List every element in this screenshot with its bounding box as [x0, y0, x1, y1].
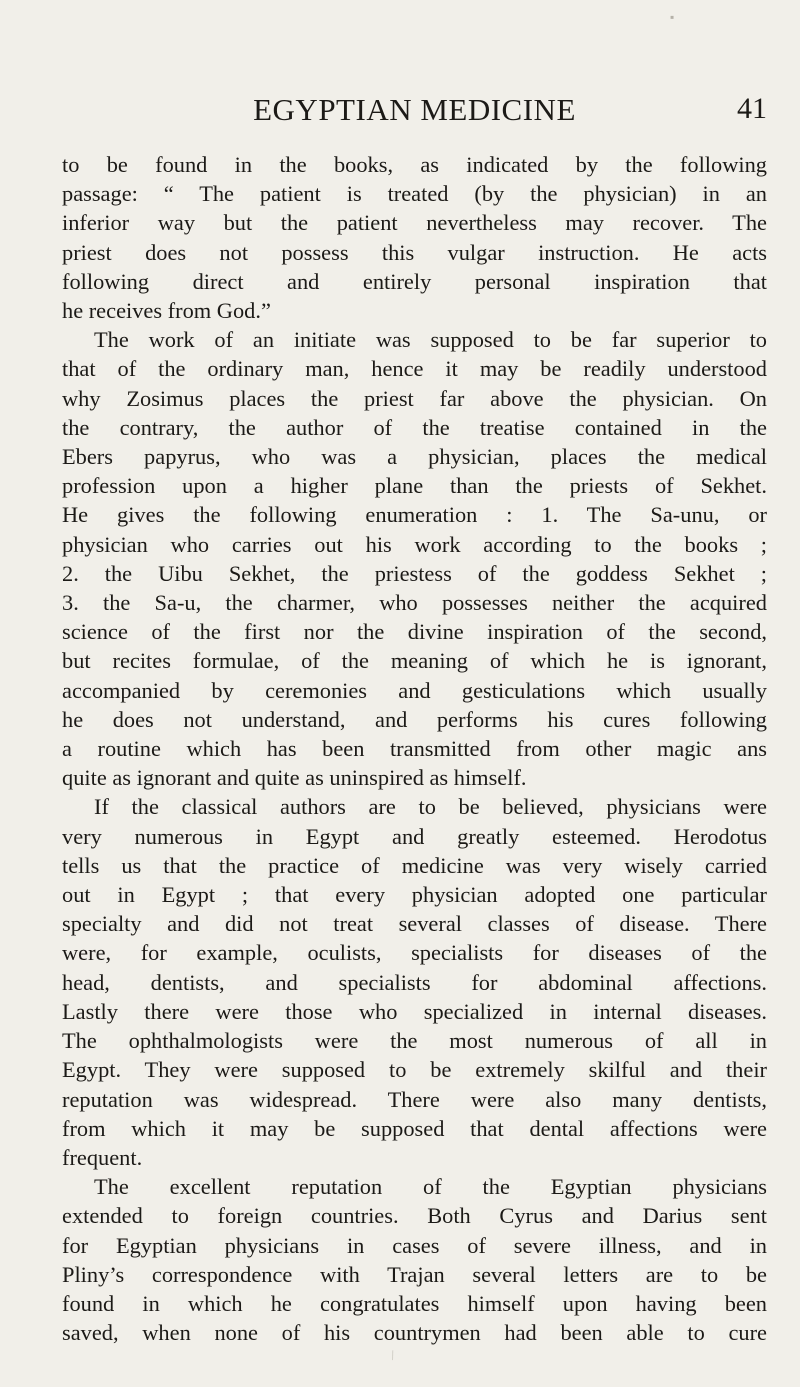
text-line: profession upon a higher plane than the priests of Sekhet. — [62, 473, 767, 499]
text-line: saved, when none of his countrymen had been able to cure — [62, 1320, 767, 1346]
text-line: he receives from God.” — [62, 298, 271, 324]
text-line: following direct and entirely personal inspiration that — [62, 268, 767, 294]
text-line: to be found in the books, as indicated by the following — [62, 152, 767, 177]
text-line: Lastly there were those who specialized in internal diseases. — [62, 998, 767, 1024]
text-line: very numerous in Egypt and greatly esteemed. Herodotus — [62, 823, 767, 849]
text-line: science of the first nor the divine inspiration of the second, — [62, 619, 767, 645]
text-line: head, dentists, and specialists for abdominal affections. — [62, 969, 767, 995]
text-line: found in which he congratulates himself upon having been — [62, 1290, 767, 1316]
text-line: quite as ignorant and quite as uninspired as himself. — [62, 765, 527, 791]
text-line: reputation was widespread. There were also many dentists, — [62, 1086, 767, 1112]
text-line: why Zosimus places the priest far above the physician. On — [62, 385, 767, 411]
text-line: were, for example, oculists, specialists for diseases of the — [62, 940, 767, 966]
running-head — [62, 92, 767, 132]
text-line: the contrary, the author of the treatise contained in the — [62, 414, 767, 440]
text-line: Pliny’s correspondence with Trajan several letters are to be — [62, 1261, 767, 1287]
text-line: priest does not possess this vulgar instruction. He acts — [62, 239, 767, 265]
text-line: but recites formulae, of the meaning of which he is ignorant, — [62, 648, 767, 674]
text-line: The work of an initiate was supposed to be far superior to — [94, 327, 767, 353]
text-line: physician who carries out his work according to the books ; — [62, 531, 767, 557]
text-line: tells us that the practice of medicine was very wisely carried — [62, 852, 767, 878]
text-line: extended to foreign countries. Both Cyrus and Darius sent — [62, 1203, 767, 1229]
text-line: accompanied by ceremonies and gesticulations which usually — [62, 677, 767, 703]
text-line: If the classical authors are to be believed, physicians were — [94, 794, 767, 820]
text-line: passage: “ The patient is treated (by the physician) in an — [62, 181, 767, 207]
text-line: Egypt. They were supposed to be extremely skilful and their — [62, 1057, 767, 1083]
text-line: from which it may be supposed that dental affections were — [62, 1115, 767, 1141]
running-title: EGYPTIAN MEDICINE — [253, 92, 576, 127]
body-text — [62, 150, 767, 1347]
text-line: that of the ordinary man, hence it may be readily understood — [62, 356, 767, 382]
paper-speck: ▪ — [670, 10, 675, 24]
text-line: frequent. — [62, 1144, 143, 1170]
text-line: He gives the following enumeration : 1. The Sa-unu, or — [62, 502, 767, 528]
text-line: specialty and did not treat several classes of disease. There — [62, 911, 767, 937]
text-line: out in Egypt ; that every physician adopted one particular — [62, 882, 767, 908]
text-line: a routine which has been transmitted from other magic ans — [62, 736, 767, 762]
text-line: The ophthalmologists were the most numerous of all in — [62, 1028, 767, 1054]
text-line: he does not understand, and performs his cures following — [62, 706, 767, 732]
pencil-mark: ⁄ — [387, 1348, 398, 1362]
text-line: Ebers papyrus, who was a physician, places the medical — [62, 444, 767, 470]
text-line: for Egyptian physicians in cases of severe illness, and in — [62, 1232, 767, 1258]
text-line: 2. the Uibu Sekhet, the priestess of the goddess Sekhet ; — [62, 560, 767, 586]
text-line: The excellent reputation of the Egyptian physicians — [94, 1174, 767, 1200]
text-line: inferior way but the patient nevertheless may recover. The — [62, 210, 767, 236]
page-number: 41 — [737, 92, 767, 125]
text-line: 3. the Sa-u, the charmer, who possesses neither the acquired — [62, 590, 767, 616]
